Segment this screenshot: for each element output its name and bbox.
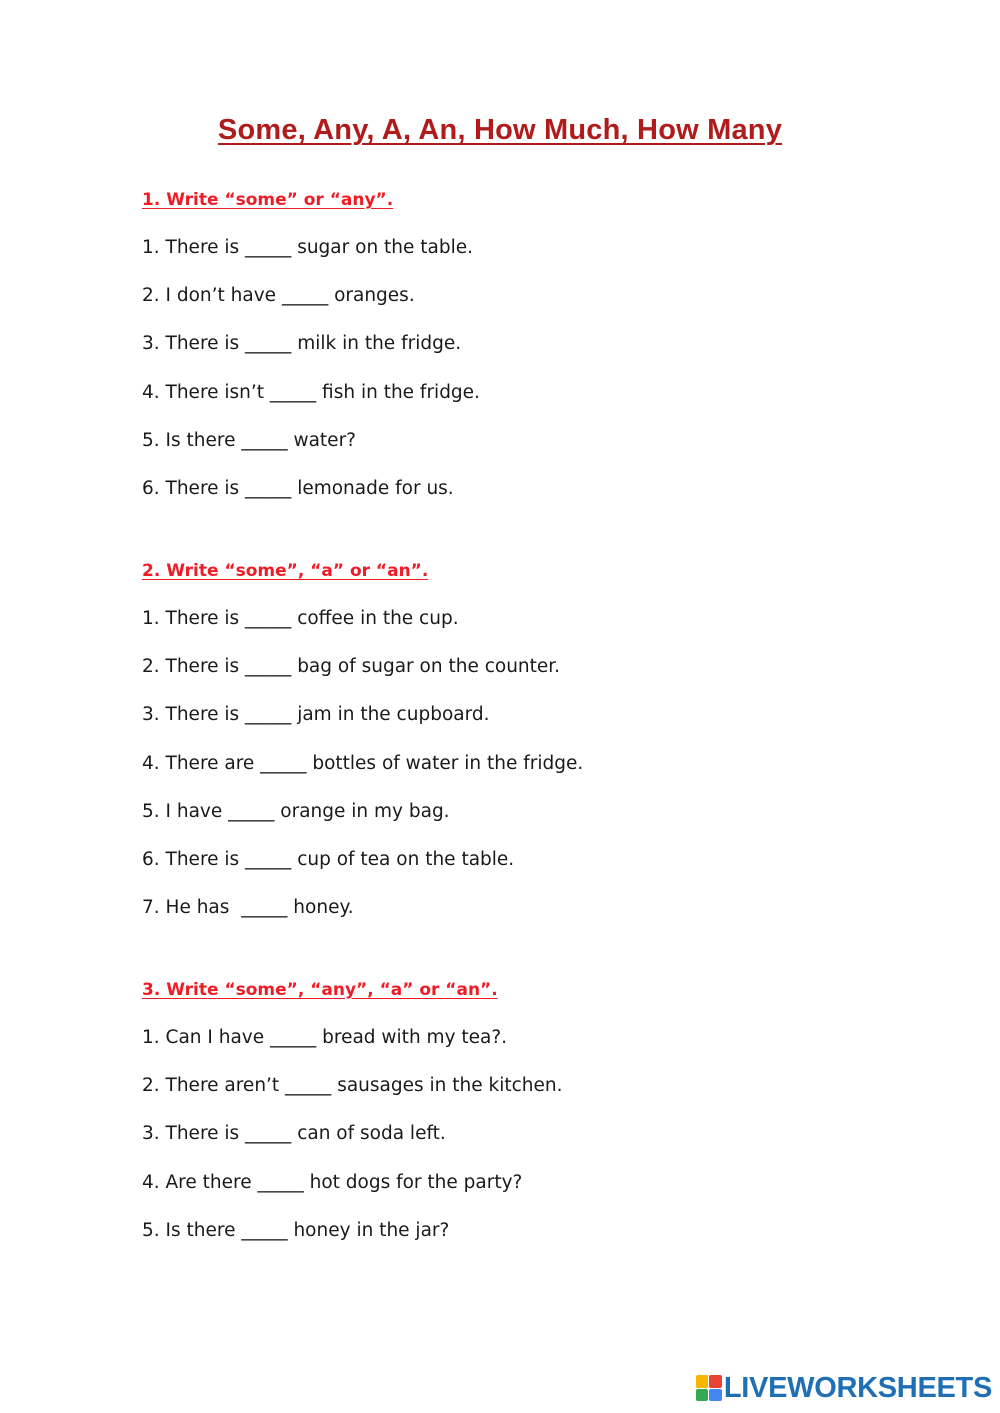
- exercise-item: 4. Are there _____ hot dogs for the party?: [142, 1171, 523, 1193]
- exercise-2-heading: 2. Write “some”, “a” or “an”.: [142, 561, 429, 581]
- exercise-item: 6. There is _____ lemonade for us.: [142, 477, 454, 499]
- exercise-item: 5. Is there _____ honey in the jar?: [142, 1219, 450, 1241]
- exercise-item: 2. There is _____ bag of sugar on the counter.: [142, 656, 561, 678]
- exercise-3: [142, 980, 942, 1267]
- exercise-2-items: [142, 607, 942, 944]
- exercise-item: 3. There is _____ jam in the cupboard.: [142, 704, 490, 726]
- logo-square-red: [709, 1375, 722, 1388]
- exercise-item: 5. Is there _____ water?: [142, 429, 356, 451]
- logo-square-blue: [709, 1389, 722, 1402]
- exercise-item: 2. I don’t have _____ oranges.: [142, 285, 415, 307]
- exercise-item: 3. There is _____ milk in the fridge.: [142, 333, 462, 355]
- brand-name: LIVEWORKSHEETS: [723, 1371, 992, 1404]
- exercise-item: 1. Can I have _____ bread with my tea?.: [142, 1027, 508, 1048]
- exercise-item: 4. There isn’t _____ fish in the fridge.: [142, 381, 480, 403]
- exercise-item: 4. There are _____ bottles of water in the fridge.: [142, 752, 584, 774]
- exercise-2: [142, 561, 942, 944]
- exercise-1-heading: 1. Write “some” or “any”.: [142, 190, 394, 210]
- liveworksheets-brand: [696, 1373, 992, 1403]
- exercise-1: [142, 190, 942, 525]
- exercise-item: 1. There is _____ coffee in the cup.: [142, 608, 459, 629]
- exercise-item: 6. There is _____ cup of tea on the table.: [142, 848, 515, 870]
- logo-square-green: [696, 1389, 709, 1402]
- logo-square-yellow: [696, 1375, 709, 1388]
- exercise-item: 3. There is _____ can of soda left.: [142, 1123, 446, 1145]
- exercise-item: 7. He has _____ honey.: [142, 897, 354, 919]
- exercise-3-heading: 3. Write “some”, “any”, “a” or “an”.: [142, 980, 498, 1000]
- page-title: Some, Any, A, An, How Much, How Many: [217, 114, 783, 146]
- exercise-1-items: [142, 236, 942, 525]
- exercise-item: 5. I have _____ orange in my bag.: [142, 800, 450, 822]
- exercise-item: 2. There aren’t _____ sausages in the kitchen.: [142, 1075, 563, 1097]
- exercise-item: 1. There is _____ sugar on the table.: [142, 237, 474, 258]
- exercise-3-items: [142, 1026, 942, 1267]
- liveworksheets-logo-icon: [696, 1375, 722, 1401]
